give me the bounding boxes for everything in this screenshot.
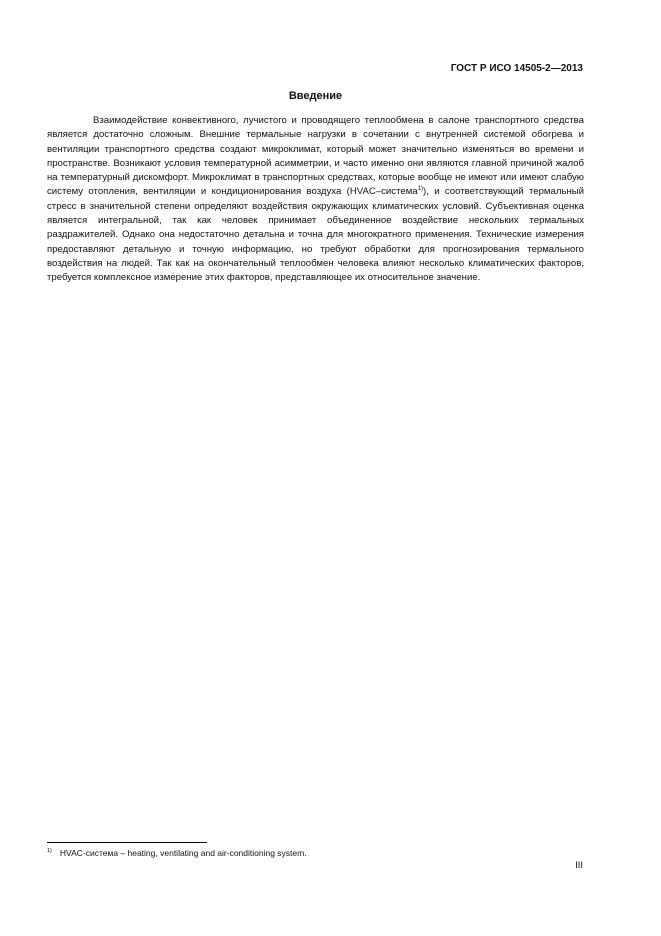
footnote-text: HVAC-система – heating, ventilating and air-conditioning system. [59, 848, 307, 858]
document-header: ГОСТ Р ИСО 14505-2—2013 [450, 63, 583, 74]
footnote-marker: 1) [47, 848, 52, 855]
footnote [47, 848, 307, 858]
body-text-part-2: ), и соответствующий термальный стресс в значительной степени определяют воздействия окружающих климатических условий. Субъективная оценка является интегральной, так как человек принимает объединенное воздействие нескольких термальных раздражителей. Однако она недостаточно детальна и точна для многократного применения. Технические измерения предоставляют детальную и точную информацию, но требуют обработки для прогнозирования термального воздействия на людей. Так как на окончательный теплообмен человека влияют несколько климатических факторов, требуется комплексное измерение этих факторов, представляющее их относительное значение. [47, 186, 585, 284]
footnote-separator [47, 842, 207, 843]
footnote-reference: 1) [417, 186, 423, 193]
section-title: Введение [288, 90, 343, 102]
page-number: III [575, 860, 583, 871]
body-paragraph [47, 114, 584, 286]
body-text-part-1: Взаимодействие конвективного, лучистого и проводящего теплообмена в салоне транспортного средства является достаточно сложным. Внешние термальные нагрузки в сочетании с внутренней системой обогрева и вентиляции транспортного средства создают микроклимат, который может значительно изменяться во времени и пространстве. Возникают условия температурной асимметрии, и часто именно они являются главной причиной жалоб на температурный дискомфорт. Микроклимат в транспортных средствах, которые вообще не имеют или имеют слабую систему отопления, вентиляции и кондиционирования воздуха (HVAC–система [47, 115, 584, 198]
